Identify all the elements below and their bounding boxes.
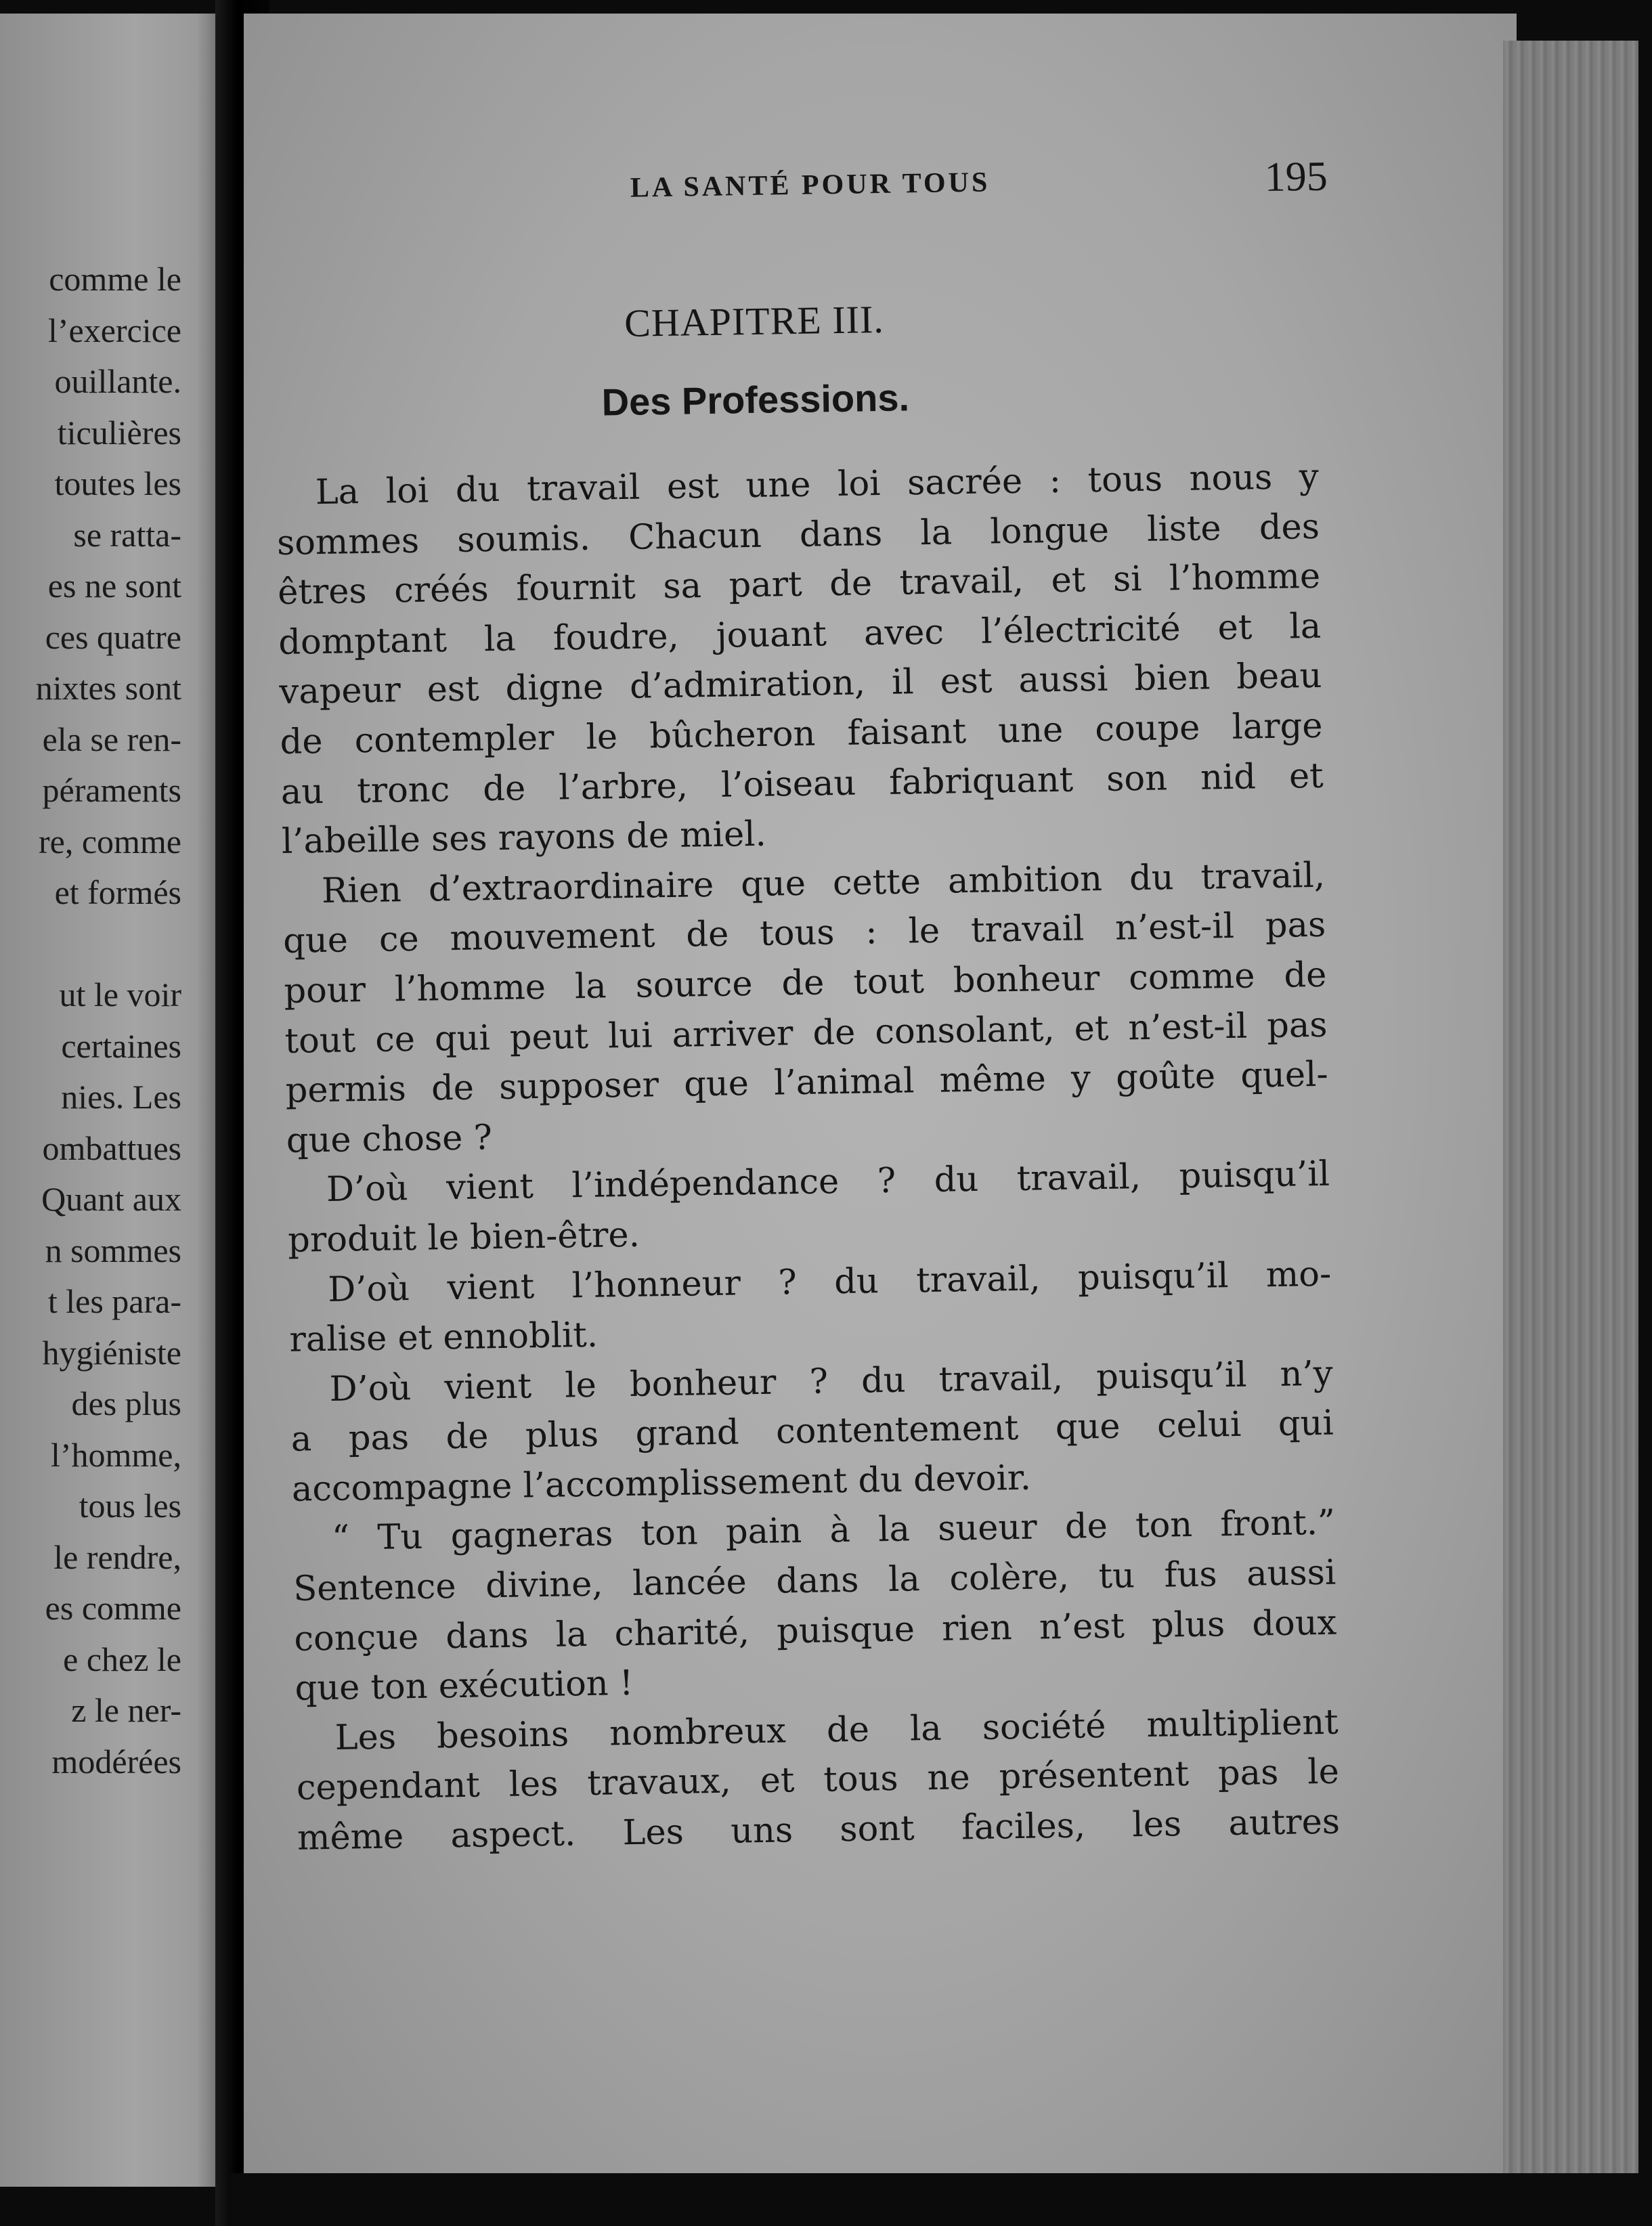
paragraph — [288, 1249, 1332, 1365]
text-line: êtres créés fournit sa part de travail, et si l’homme — [277, 556, 1321, 613]
page-number: 195 — [1264, 153, 1328, 201]
text-line: que ce mouvement de tous : le travail n’est-il pas — [282, 905, 1326, 962]
left-page-line: re, comme — [38, 822, 181, 860]
left-page-line: toutes les — [54, 464, 181, 502]
text-line: produit le bien-être. — [287, 1215, 640, 1261]
left-page-line: t les para- — [47, 1282, 181, 1320]
section-heading: Des Professions. — [601, 376, 910, 424]
left-page-line: ela se ren- — [42, 720, 181, 758]
left-page-line: nies. Les — [61, 1078, 181, 1116]
paragraph — [287, 1150, 1331, 1265]
text-line: La loi du travail est une loi sacrée : tous nous y — [315, 456, 1320, 513]
left-page-line: et formés — [54, 873, 181, 911]
left-page-line: le rendre, — [53, 1537, 181, 1576]
left-page-line: certaines — [61, 1026, 181, 1065]
running-title: LA SANTÉ POUR TOUS — [630, 167, 991, 204]
left-page-line: l’homme, — [50, 1435, 181, 1474]
body-text — [276, 452, 1340, 1864]
left-page-line: ombattues — [42, 1129, 181, 1167]
left-page-line: se ratta- — [73, 515, 181, 554]
paragraph — [292, 1498, 1338, 1714]
left-facing-page — [0, 14, 223, 2187]
left-page-line: es comme — [45, 1589, 181, 1627]
text-line: que ton exécution ! — [295, 1663, 634, 1709]
text-line: D’où vient le bonheur ? du travail, puisqu’il n’y — [329, 1353, 1333, 1410]
text-line: conçue dans la charité, puisque rien n’est plus doux — [294, 1602, 1337, 1659]
paragraph — [290, 1349, 1334, 1514]
text-line: a pas de plus grand contentement que celui qui — [290, 1403, 1334, 1460]
text-line: Sentence divine, lancée dans la colère, tu fus aussi — [292, 1552, 1336, 1609]
left-page-line: tous les — [79, 1487, 181, 1525]
text-line: cependant les travaux, et tous ne présentent pas le — [296, 1752, 1340, 1809]
text-line: au tronc de l’arbre, l’oiseau fabriquant son nid et — [280, 756, 1324, 812]
running-head — [271, 141, 1328, 232]
left-page-line: nixtes sont — [35, 669, 181, 707]
left-page-line: hygiéniste — [42, 1333, 181, 1372]
text-line: “ Tu gagneras ton pain à la sueur de ton front.” — [331, 1503, 1336, 1559]
page-text-block — [271, 141, 1340, 1864]
left-page-line: péraments — [42, 771, 181, 809]
text-line: accompagne l’accomplissement du devoir. — [291, 1458, 1032, 1510]
left-page-line: e chez le — [63, 1640, 181, 1678]
left-page-line — [0, 919, 181, 970]
text-line: même aspect. Les uns sont faciles, les autres — [297, 1802, 1341, 1858]
left-page-line: comme le — [49, 260, 181, 298]
page-block-edge — [1503, 41, 1638, 2207]
left-page-text — [0, 254, 181, 1787]
text-line: D’où vient l’honneur ? du travail, puisqu’il mo- — [327, 1254, 1332, 1310]
left-page-line: Quant aux — [41, 1180, 181, 1218]
text-line: Rien d’extraordinaire que cette ambition du travail, — [321, 855, 1326, 911]
left-page-line: ces quatre — [45, 617, 181, 656]
paragraph — [282, 851, 1330, 1166]
text-line: ralise et ennoblit. — [289, 1315, 599, 1360]
left-page-line: ut le voir — [59, 976, 181, 1013]
text-line: sommes soumis. Chacun dans la longue liste des — [276, 506, 1320, 563]
left-page-line: ouillante. — [54, 362, 181, 400]
paragraph — [295, 1697, 1340, 1863]
text-line: domptant la foudre, jouant avec l’électricité et la — [278, 606, 1322, 663]
chapter-heading: CHAPITRE III. — [624, 297, 885, 345]
text-line: que chose ? — [286, 1117, 493, 1161]
text-line: tout ce qui peut lui arriver de consolant, et n’est-il pas — [284, 1005, 1328, 1062]
text-line: l’abeille ses rayons de miel. — [281, 814, 767, 863]
text-line: de contempler le bûcheron faisant une coupe large — [280, 705, 1323, 762]
left-page-line: ticulières — [57, 413, 181, 452]
left-page-line: modérées — [51, 1742, 181, 1781]
left-page-line: es ne sont — [47, 567, 181, 605]
text-line: permis de supposer que l’animal même y goûte quel- — [285, 1054, 1329, 1112]
left-page-line: z le ner- — [71, 1691, 181, 1729]
paragraph — [276, 452, 1324, 867]
left-page-line: des plus — [71, 1384, 181, 1422]
left-page-line: n sommes — [45, 1231, 181, 1269]
text-line: D’où vient l’indépendance ? du travail, puisqu’il — [326, 1154, 1330, 1210]
bottom-shadow — [230, 2173, 1652, 2226]
left-page-line: l’exercice — [47, 311, 181, 349]
text-line: vapeur est digne d’admiration, il est aussi bien beau — [279, 656, 1322, 713]
text-line: Les besoins nombreux de la société multiplient — [334, 1702, 1339, 1758]
text-line: pour l’homme la source de tout bonheur comme de — [283, 955, 1327, 1011]
